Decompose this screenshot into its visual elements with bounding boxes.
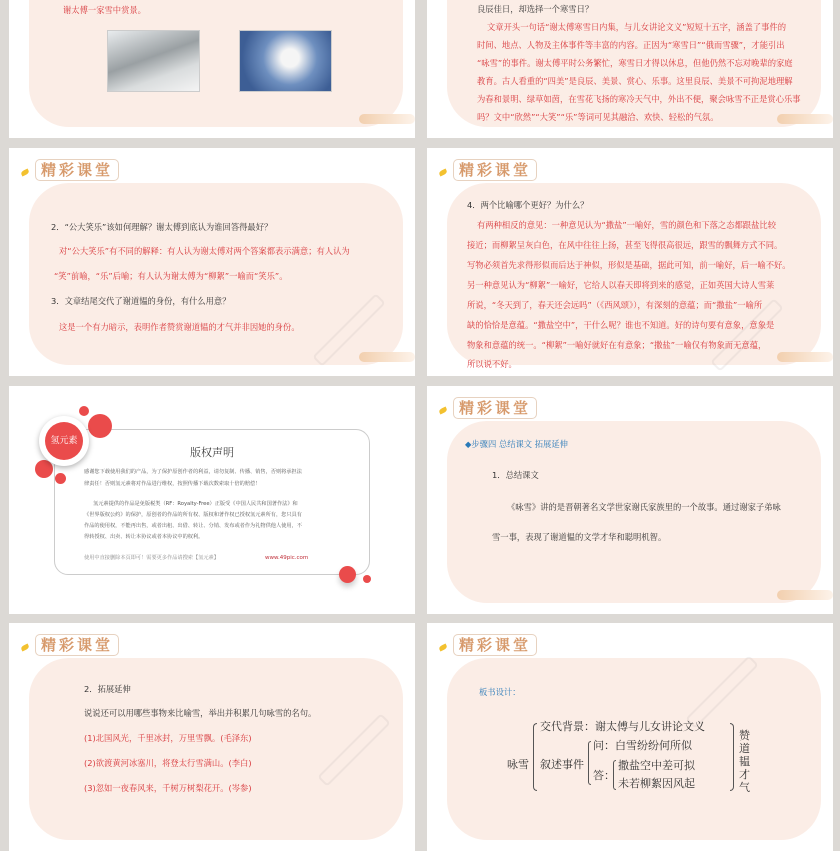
logo: 氢元素	[45, 422, 83, 460]
board-answer-label: 答：	[593, 769, 615, 782]
decor-dot	[339, 566, 356, 583]
copyright-text: 感谢您下载使用我们的产品，为了保护原创作者的利益，请勿复制、传播、销售，否则将承担法	[84, 469, 302, 475]
decor-dot	[79, 406, 89, 416]
board-design-heading: 板书设计：	[479, 687, 521, 697]
slide-thumbnail-7[interactable]	[9, 623, 415, 851]
slide-thumbnail-6[interactable]	[427, 386, 833, 614]
body-text: 谢太傅一家雪中赏景。	[63, 5, 146, 15]
decor-dot	[88, 414, 112, 438]
brace-right	[730, 723, 734, 791]
brace	[533, 723, 537, 791]
board-question: 问：白雪纷纷何所似	[593, 739, 692, 752]
section-title: 精彩课堂	[35, 634, 119, 656]
leaf-icon	[438, 169, 447, 177]
snowy-forest-photo	[107, 30, 200, 92]
question-3: 3．文章结尾交代了谢道韫的身份，有什么用意？	[51, 296, 231, 306]
leaf-icon	[438, 644, 447, 652]
section-title: 精彩课堂	[453, 634, 537, 656]
copyright-title: 版权声明	[190, 446, 234, 459]
decoration-stroke	[777, 590, 833, 600]
content-panel	[29, 0, 403, 127]
body-line: 接近；而柳絮呈灰白色，在风中往往上扬，甚至飞得很高很远，跟雪的飘舞方式不同。	[467, 240, 783, 250]
body-line: 时间、地点、人物及主体事件等丰富的内容。正因为“寒雪日”“俄而雪骤”，才能引出	[477, 40, 785, 50]
body-line: 《咏雪》讲的是晋朝著名文学世家谢氏家族里的一个故事。通过谢家子弟咏	[507, 502, 781, 512]
decoration-stroke	[777, 352, 833, 362]
step-heading: ◆步骤四 总结课文 拓展延伸	[465, 439, 568, 449]
answer-line: “笑”前喻，“乐”后喻；有人认为谢太傅为“柳絮”一喻而“笑乐”。	[54, 271, 288, 281]
body-line: 教育。古人看重的“四美”是良辰、美景、赏心、乐事。这里良辰、美景不可拘泥地理解	[477, 76, 793, 86]
body-line: 所以说不好。	[467, 359, 517, 369]
decoration-stroke	[777, 114, 833, 124]
slide-thumbnail-8[interactable]	[427, 623, 833, 851]
copyright-text: 得转授权、出卖、转让本协议或者本协议中的权利。	[84, 534, 204, 540]
decoration-stroke	[359, 114, 415, 124]
subheading: 1．总结课文	[492, 470, 539, 480]
slide-thumbnail-3[interactable]	[9, 148, 415, 376]
section-title: 精彩课堂	[453, 397, 537, 419]
body-line: 另一种意见认为“柳絮”一喻好，它给人以春天即将到来的感觉，正如英国大诗人雪莱	[467, 280, 775, 290]
board-conclusion: 赞道韫才气	[739, 729, 750, 794]
copyright-text: 氢元素提供的作品是免版税类（RF：Royalty-Free）正版受《中国人民共和国著作法》和	[93, 501, 298, 507]
body-line: 吗？文中“欣然”“大笑”“乐”等词可见其融洽、欢快、轻松的气氛。	[477, 112, 719, 122]
section-title: 精彩课堂	[35, 159, 119, 181]
snowy-branches-photo	[239, 30, 332, 92]
body-line: 物象和意蕴的统一。“柳絮”一喻好就好在有意象；“撒盐”一喻仅有物象而无意蕴，	[467, 340, 767, 350]
body-line: 文章开头一句话“谢太傅寒雪日内集，与儿女讲论文义”短短十五字，涵盖了事件的	[487, 22, 786, 32]
board-root: 咏雪	[507, 758, 529, 771]
question-2: 2．“公大笑乐”该如何理解？谢太傅到底认为谁回答得最好？	[51, 222, 273, 232]
copyright-text: 作品的使用权，不能再出售，或者出租、出借、转让、分销、发布或者作为礼物供他人使用，不	[84, 523, 302, 529]
section-title: 精彩课堂	[453, 159, 537, 181]
body-line: 写物必须首先求得形似而后达于神似，形似是基础，据此可知，前一喻好，后一喻不好。	[467, 260, 791, 270]
leaf-icon	[20, 169, 29, 177]
body-line: “咏雪”的事件。谢太傅平时公务繁忙，寒雪日才得以休息，但他仍然不忘对晚辈的家庭	[477, 58, 793, 68]
body-line: 所说，“冬天到了，春天还会远吗”（《西风颂》），有深刻的意蕴；而“撒盐”一喻所	[467, 300, 763, 310]
subheading: 2．拓展延伸	[84, 684, 131, 694]
intro-text: 说说还可以用哪些事物来比喻雪，举出并积累几句咏雪的名句。	[84, 708, 317, 718]
brace	[613, 760, 616, 790]
copyright-text: 《世界版权公约》的保护，原创者的作品的所有权、版权和著作权已授权氢元素所有，您只具有	[84, 512, 302, 518]
brace	[588, 741, 591, 785]
leaf-icon	[20, 644, 29, 652]
question-4: 4．两个比喻哪个更好？为什么？	[467, 200, 589, 210]
quote-item: (3)忽如一夜春风来，千树万树梨花开。(岑参)	[84, 783, 252, 793]
body-line: 为春和景明、绿草如茵，在雪花飞扬的寒冷天气中，外出不便，聚会咏雪不正是赏心乐事	[477, 94, 801, 104]
quote-item: (1)北国风光，千里冰封，万里雪飘。(毛泽东)	[84, 733, 252, 743]
slide-thumbnail-1[interactable]	[9, 0, 415, 138]
answer-line: 对“公大笑乐”有不同的解释：有人认为谢太傅对两个答案都表示满意；有人认为	[59, 246, 350, 256]
leaf-icon	[438, 407, 447, 415]
board-answer-1: 撒盐空中差可拟	[618, 759, 695, 772]
slide-thumbnail-4[interactable]	[427, 148, 833, 376]
answer-line: 这是一个有力暗示，表明作者赞赏谢道韫的才气并非因她的身份。	[59, 322, 300, 332]
decor-dot	[35, 460, 53, 478]
decor-dot	[363, 575, 371, 583]
copyright-footer: 使用中直接删除本页即可！需要更多作品请搜索【氢元素】	[84, 555, 219, 561]
slide-thumbnail-5[interactable]	[9, 386, 415, 614]
board-background: 交代背景：谢太傅与儿女讲论文义	[540, 720, 705, 733]
body-line: 有两种相反的意见：一种意见认为“撒盐”一喻好，雪的颜色和下落之态都跟盐比较	[477, 220, 776, 230]
decoration-stroke	[359, 352, 415, 362]
body-line: 缺的恰恰是意蕴。“撒盐空中”，干什么呢？谁也不知道。好的诗句要有意象，意象是	[467, 320, 775, 330]
board-answer-2: 未若柳絮因风起	[618, 777, 695, 790]
decor-dot	[55, 473, 66, 484]
website-link[interactable]: www.49pic.com	[265, 555, 309, 561]
copyright-text: 律责任！否则氢元素将对作品进行维权，按照传播下载次数索取十倍的赔偿！	[84, 481, 261, 487]
question-text: 良辰佳日，却选择一个寒雪日？	[477, 4, 594, 14]
body-line: 雪一事，表现了谢道韫的文学才华和聪明机智。	[492, 532, 667, 542]
quote-item: (2)欲渡黄河冰塞川，将登太行雪满山。(李白)	[84, 758, 252, 768]
slide-thumbnail-2[interactable]	[427, 0, 833, 138]
board-event: 叙述事件	[540, 758, 584, 771]
